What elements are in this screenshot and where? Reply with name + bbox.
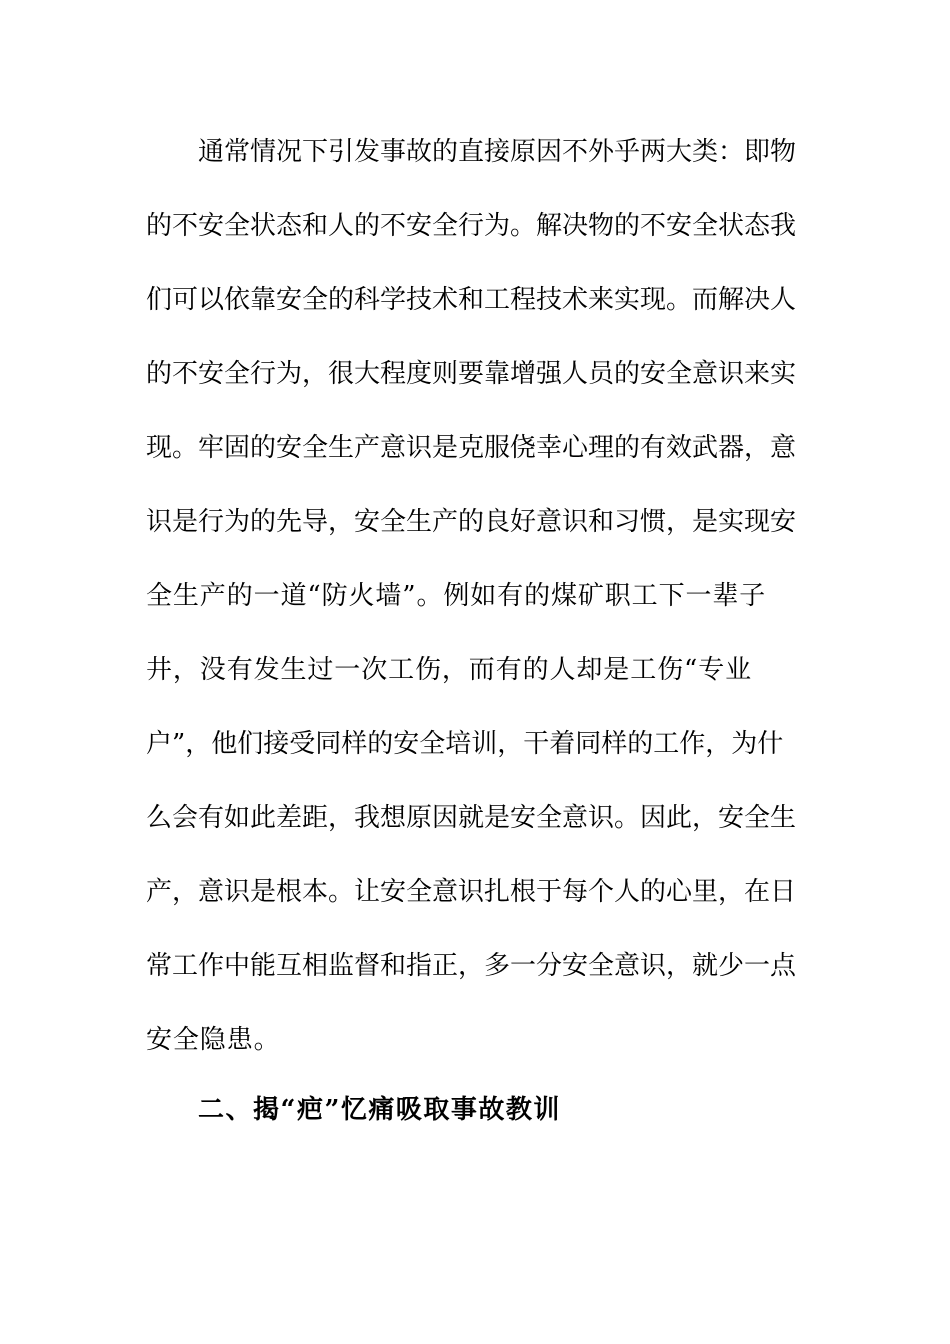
paragraph-line-4: 的不安全行为，很大程度则要靠增强人员的安全意识来实 (146, 359, 797, 389)
paragraph-line-11: 产，意识是根本。让安全意识扎根于每个人的心里，在日 (146, 877, 797, 907)
paragraph-line-10: 么会有如此差距，我想原因就是安全意识。因此，安全生 (146, 803, 797, 833)
paragraph-line-13: 安全隐患。 (146, 1025, 281, 1055)
paragraph-line-1: 通常情况下引发事故的直接原因不外乎两大类：即物 (198, 137, 797, 167)
paragraph-line-9: 户”，他们接受同样的安全培训，干着同样的工作，为什 (146, 729, 784, 759)
paragraph-line-8: 井，没有发生过一次工伤，而有的人却是工伤“专业 (146, 655, 752, 685)
section-heading: 二、揭“疤”忆痛吸取事故教训 (198, 1095, 561, 1125)
paragraph-line-3: 们可以依靠安全的科学技术和工程技术来实现。而解决人 (146, 285, 797, 315)
paragraph-line-2: 的不安全状态和人的不安全行为。解决物的不安全状态我 (146, 211, 797, 241)
paragraph-line-7: 全生产的一道“防火墙”。例如有的煤矿职工下一辈子 (146, 581, 767, 611)
paragraph-line-12: 常工作中能互相监督和指正，多一分安全意识，就少一点 (146, 951, 797, 981)
paragraph-line-5: 现。牢固的安全生产意识是克服侥幸心理的有效武器，意 (146, 433, 797, 463)
paragraph-line-6: 识是行为的先导，安全生产的良好意识和习惯，是实现安 (146, 507, 797, 537)
